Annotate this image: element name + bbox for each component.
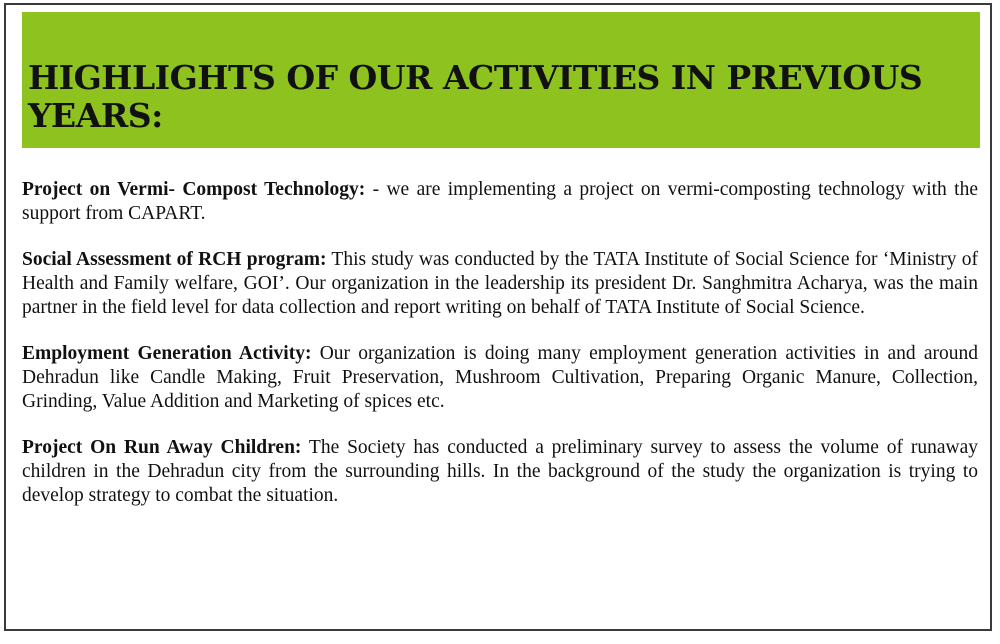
activities-content (22, 178, 978, 530)
activity-description: The Society has conducted a preliminary survey to assess the volume of runaway children in the Dehradun city from the surrounding hills. In the background of the study the organization is trying to develop strategy to combat the situation. (22, 437, 979, 506)
activity-title: Project On Run Away Children: (22, 437, 302, 458)
activity-description: - we are implementing a project on vermi-composting technology with the support from CAPART. (22, 179, 978, 224)
activity-description: This study was conducted by the TATA Institute of Social Science for ‘Ministry of Health and Family welfare, GOI’. Our organization in the leadership its president Dr. Sanghmitra Acharya, was the main partner in the field level for data collection and report writing on behalf of TATA Institute of Social Science. (22, 249, 978, 318)
activity-paragraph-runaway-children (22, 436, 978, 508)
page-title: HIGHLIGHTS OF OUR ACTIVITIES IN PREVIOUS YEARS: (28, 58, 923, 135)
activity-title: Employment Generation Activity: (22, 343, 312, 364)
heading-banner (22, 12, 980, 148)
document-frame (4, 3, 992, 631)
activity-description: Our organization is doing many employment generation activities in and around Dehradun like Candle Making, Fruit Preservation, Mushroom Cultivation, Preparing Organic Manure, Collection, Grinding, Value Addition and Marketing of spices etc. (22, 343, 979, 412)
activity-paragraph-vermi-compost (22, 178, 978, 226)
activity-title: Social Assessment of RCH program: (22, 249, 327, 270)
activity-title: Project on Vermi- Compost Technology: (22, 179, 366, 200)
activity-paragraph-rch-assessment (22, 248, 978, 320)
activity-paragraph-employment-generation (22, 342, 978, 414)
